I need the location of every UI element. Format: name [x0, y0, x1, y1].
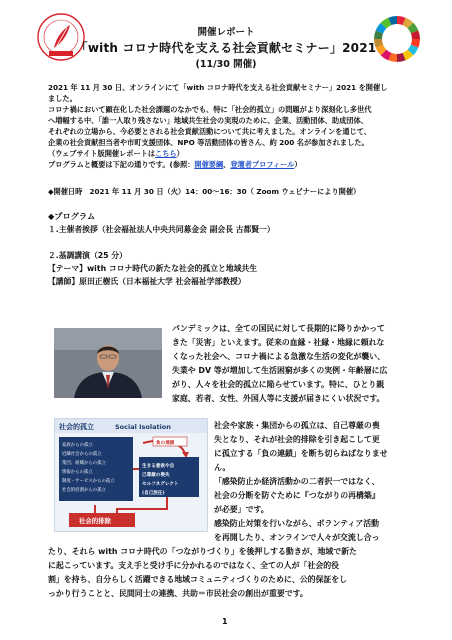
program-item-opening: １.主催者挨拶（社会福祉法人中央共同募金会 副会長 古都賢一） [48, 225, 275, 234]
intro-line: ました。 [48, 94, 77, 103]
program-item-keynote: ２.基調講演（25 分） [48, 251, 127, 260]
center-line: 己尊厳の喪失 [142, 473, 170, 478]
side-body-line: を再開したり、オンラインで人々が交流し合っ [214, 533, 380, 542]
negative-chain-label: 負の連鎖 [156, 441, 175, 446]
isolation-item: 社会的役割からの孤立 [62, 488, 106, 493]
web-report-suffix: ） [176, 149, 184, 158]
web-report-link[interactable]: こちら [155, 149, 177, 158]
keynote-body-line: がり、人々を社会的孤立に陥らせています。特に、ひとり親 [172, 380, 385, 389]
isolation-item: 情報からの孤立 [62, 470, 93, 475]
page-number: 1 [222, 617, 228, 626]
bottom-body-line: っかり行うことと、民間同士の連携、共助＝市民社会の創出が重要です。 [48, 589, 308, 598]
keynote-theme: 【テーマ】with コロナ時代の新たな社会的孤立と地域共生 [48, 264, 257, 273]
report-kicker: 開催レポート [197, 27, 255, 38]
program-reference-line [48, 159, 302, 170]
isolation-item: 集団、組織からの孤立 [62, 461, 106, 466]
keynote-body-line: 失業や DV 等が増加して生活困窮が多くの実例・年齢層に広 [172, 366, 388, 375]
speaker-photo [54, 328, 162, 398]
keynote-body-line: くなった社会へ、コロナ禍による急激な生活の変化が襲い、 [172, 352, 386, 361]
program-reference-prefix: プログラムと概要は下記の通りです。(参照： [48, 160, 195, 169]
keynote-body-line: 家庭、若者、女性、外国人等に支援が届きにくい状況です。 [172, 394, 385, 403]
side-body-line: 失となり、それが社会的排除を引き起こして更 [214, 435, 380, 444]
side-body-line: 社会の分断を防ぐために『つながりの再構築』 [214, 491, 380, 500]
bottom-body-line: に起こっています。支え手と受け手に分かれるのではなく、全ての人が「社会的役 [48, 561, 340, 570]
social-exclusion-label: 社会的排除 [79, 517, 111, 525]
bottom-body-line: たり、それら with コロナ時代の「つながりづくり」を後押しする動きが、地域で新た [48, 547, 357, 556]
center-line: 生きる意欲や自 [142, 464, 175, 469]
event-schedule: ◆開催日時 2021 年 11 月 30 日（火）14：00～16：30（ Zoom ウェビナーにより開催） [48, 187, 361, 196]
bottom-body-line: 割」を持ち、自分らしく活躍できる地域コミュニティづくりのために、公的保証をし [48, 575, 348, 584]
program-heading: ◆プログラム [48, 211, 96, 221]
link-separator: 、 [223, 160, 231, 169]
intro-line: コロナ禍において顕在化した社会課題のなかでも、特に「社会的孤立」の問題がより深刻化し多世代 [48, 105, 372, 114]
isolation-item: 近隣社会からの孤立 [62, 452, 102, 457]
isolation-item: 制度・サービスからの孤立 [62, 479, 115, 484]
keynote-body-line: パンデミックは、全ての国民に対して長期的に降りかかって [172, 324, 385, 333]
speaker-portrait-illustration [54, 328, 162, 398]
isolation-item: 家族からの孤立 [62, 443, 93, 448]
event-date-note: (11/30 開催) [195, 59, 257, 70]
side-body-line: が必要」です。 [214, 505, 269, 514]
intro-line: へ増幅する中、「誰一人取り残さない」地域共生社会の実現のために、企業、活動団体、助成団体、 [48, 116, 368, 125]
diagram-title-jp: 社会的孤立 [59, 423, 94, 431]
web-report-prefix: （ウェブサイト版開催レポートは [48, 149, 156, 158]
side-body-line: 「感染防止か経済活動かの二者択一ではなく、 [214, 477, 380, 486]
keynote-body-line: きた「災害」といえます。従来の血縁・社縁・地縁に頼れな [172, 338, 385, 347]
guidelines-link[interactable]: 開催要綱 [194, 160, 224, 169]
center-line: セルフネグレクト [142, 482, 179, 487]
side-body-line: に孤立する「負の連鎖」を断ち切らねばなりませ [214, 449, 388, 458]
side-body-line: 社会や家族・集団からの孤立は、自己尊厳の喪 [214, 421, 380, 430]
social-isolation-diagram [54, 418, 208, 532]
page-title: 「with コロナ時代を支える社会貢献セミナー」2021 [75, 41, 377, 55]
keynote-speaker: 【講師】原田正樹氏（日本福祉大学 社会福祉学部教授） [48, 277, 246, 286]
isolation-diagram-graphic [55, 419, 207, 531]
diagram-title-en: Social Isolation [115, 423, 171, 431]
side-body-line: ん。 [214, 463, 231, 472]
program-reference-suffix: ） [294, 160, 302, 169]
speaker-profile-link[interactable]: 登壇者プロフィール [230, 160, 295, 169]
center-line: (自己放任) [142, 491, 165, 496]
side-body-line: 感染防止対策を行いながら、ボランティア活動 [214, 519, 380, 528]
intro-line: それぞれの立場から、今必要とされる社会貢献活動について共に考えました。オンラインを通じて、 [48, 127, 371, 136]
intro-line: 2021 年 11 月 30 日、オンラインにて「with コロナ時代を支える社会貢献セミナー」2021 を開催し [48, 83, 388, 92]
web-report-line [48, 148, 184, 159]
intro-line: 企業の社会貢献担当者や市町支援団体、NPO 等活動団体の皆さん、約 200 名が参加されました。 [48, 138, 369, 147]
